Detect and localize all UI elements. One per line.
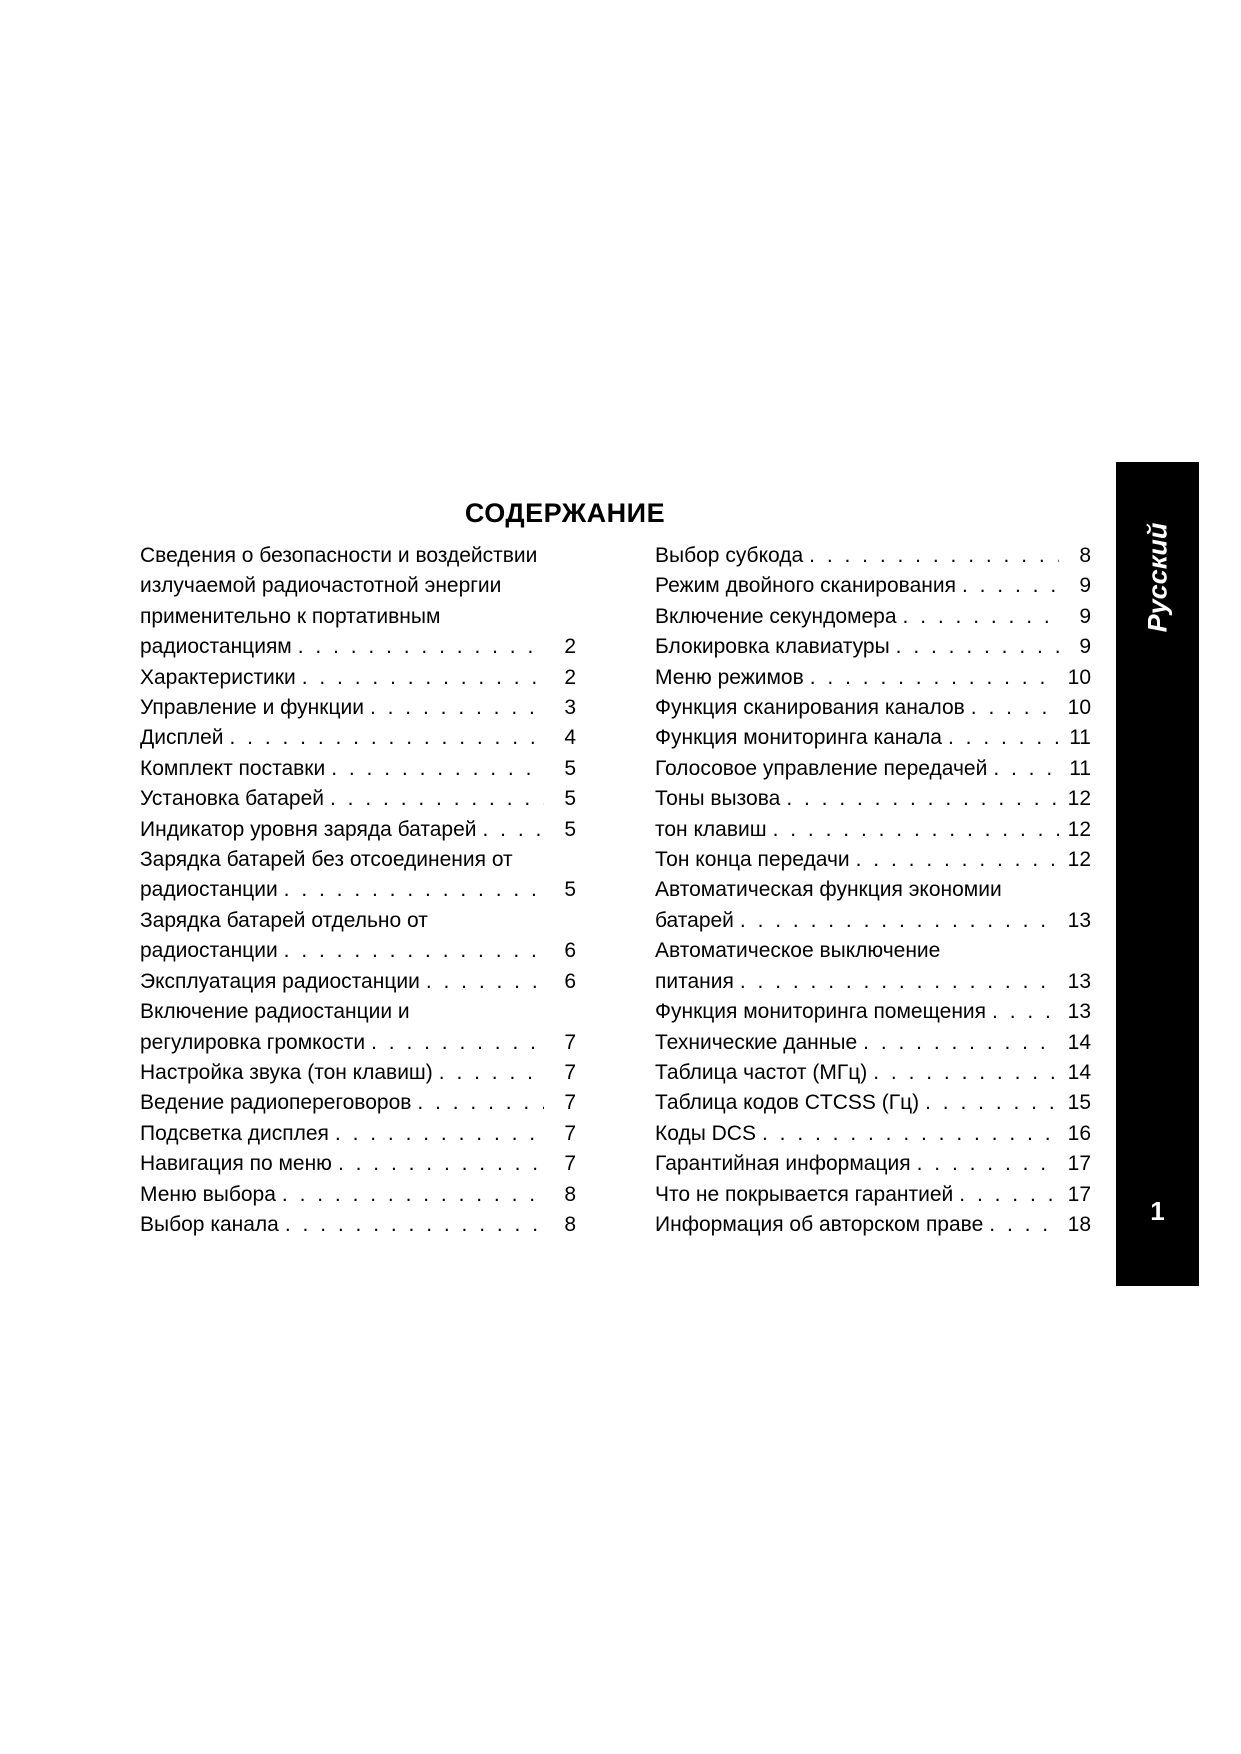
toc-entry-text: применительно к портативным [140, 604, 441, 628]
dot-leader [863, 1028, 1059, 1058]
dot-leader [439, 1058, 544, 1088]
toc-page-number: 13 [1067, 1000, 1091, 1024]
toc-entry-text: Что не покрывается гарантией [655, 1182, 954, 1206]
toc-page-number: 5 [564, 787, 576, 811]
toc-entry [655, 723, 1091, 753]
toc-entry-text: Включение секундомера [655, 604, 897, 628]
toc-page-number: 7 [564, 1030, 576, 1054]
toc-page-number: 3 [564, 696, 576, 720]
dot-leader [298, 632, 544, 662]
toc-entry-text: Функция мониторинга канала [655, 726, 942, 750]
toc-page-number: 2 [564, 635, 576, 659]
toc-entry [140, 967, 576, 997]
dot-leader [786, 784, 1059, 814]
toc-page-number: 5 [564, 817, 576, 841]
toc-entry-text: Характеристики [140, 665, 296, 689]
dot-leader [903, 602, 1059, 632]
toc-page-number: 13 [1067, 969, 1091, 993]
toc-entry-text: Настройка звука (тон клавиш) [140, 1060, 433, 1084]
toc-entry-text: Таблица кодов CTCSS (Гц) [655, 1091, 920, 1115]
dot-leader [773, 815, 1059, 845]
toc-entry-text: тон клавиш [655, 817, 767, 841]
toc-entry-text: Блокировка клавиатуры [655, 635, 890, 659]
dot-leader [856, 845, 1059, 875]
dot-leader [925, 1088, 1059, 1118]
toc-page-number: 10 [1067, 696, 1091, 720]
toc-entry [655, 693, 1091, 723]
dot-leader [285, 1210, 544, 1240]
dot-leader [989, 1210, 1059, 1240]
toc-entry [655, 875, 1091, 936]
dot-leader [284, 875, 544, 905]
toc-entry-text: батарей [655, 908, 734, 932]
toc-page-number: 12 [1067, 817, 1091, 841]
toc-entry [655, 1149, 1091, 1179]
toc-page-number: 14 [1067, 1030, 1091, 1054]
toc-entry-text: радиостанции [140, 878, 278, 902]
toc-page-number: 17 [1067, 1182, 1091, 1206]
toc-entry-text: Включение радиостанции и [140, 1000, 410, 1024]
dot-leader [992, 997, 1059, 1027]
page-title: СОДЕРЖАНИЕ [464, 498, 666, 528]
toc-page-number: 12 [1067, 848, 1091, 872]
toc-entry [655, 1088, 1091, 1118]
toc-entry [140, 997, 576, 1058]
dot-leader [417, 1088, 544, 1118]
toc-entry-text: Коды DCS [655, 1121, 756, 1145]
toc-entry [655, 784, 1091, 814]
dot-leader [282, 1180, 544, 1210]
dot-leader [917, 1149, 1059, 1179]
dot-leader [896, 632, 1059, 662]
toc-entry-text: Навигация по меню [140, 1152, 332, 1176]
toc-entry [655, 1028, 1091, 1058]
toc-entry-text: Дисплей [140, 726, 224, 750]
toc-entry [140, 1119, 576, 1149]
toc-page-number: 9 [1079, 574, 1091, 598]
toc-entry-text: Тоны вызова [655, 787, 781, 811]
toc-entry-text: Эксплуатация радиостанции [140, 969, 420, 993]
dot-leader [335, 1119, 544, 1149]
toc-entry [655, 541, 1091, 571]
toc-entry [655, 845, 1091, 875]
toc-entry [140, 1180, 576, 1210]
toc-entry [655, 1119, 1091, 1149]
dot-leader [740, 906, 1059, 936]
toc-entry-text: Комплект поставки [140, 756, 326, 780]
toc-entry-text: Информация об авторском праве [655, 1212, 984, 1236]
toc-entry-text: Таблица частот (МГц) [655, 1060, 868, 1084]
toc-page-number: 11 [1069, 726, 1091, 750]
toc-page-number: 8 [564, 1212, 576, 1236]
toc-entry-text: питания [655, 969, 734, 993]
toc-page-number: 8 [1079, 544, 1091, 567]
toc-page-number: 7 [564, 1152, 576, 1176]
toc-entry [140, 1088, 576, 1118]
toc-entry [140, 693, 576, 723]
language-tab-label [1116, 487, 1199, 667]
toc-entry-text: радиостанциям [140, 635, 292, 659]
toc-entry-text: Тон конца передачи [655, 848, 850, 872]
toc-entry [655, 571, 1091, 601]
dot-leader [740, 967, 1059, 997]
toc-entry-text: Ведение радиопереговоров [140, 1091, 412, 1115]
toc-entry [655, 997, 1091, 1027]
toc-entry [655, 1210, 1091, 1240]
toc-entry-text: Автоматическое выключение [655, 939, 941, 963]
toc-entry-text: Управление и функции [140, 696, 364, 720]
toc-entry-text: Голосовое управление передачей [655, 756, 988, 780]
dot-leader [959, 1180, 1059, 1210]
dot-leader [338, 1149, 544, 1179]
toc-entry-text: Выбор субкода [655, 544, 804, 567]
dot-leader [483, 815, 544, 845]
toc-entry-text: излучаемой радиочастотной энергии [140, 574, 502, 598]
toc-column-left [140, 541, 576, 1240]
dot-leader [971, 693, 1059, 723]
toc-page-number: 9 [1079, 635, 1091, 659]
toc-entry [140, 906, 576, 967]
dot-leader [762, 1119, 1059, 1149]
dot-leader [948, 723, 1059, 753]
toc-entry [140, 815, 576, 845]
toc-entry-text: Выбор канала [140, 1212, 279, 1236]
toc-entry-text: Функция мониторинга помещения [655, 1000, 987, 1024]
toc-page-number: 12 [1067, 787, 1091, 811]
toc-entry [655, 815, 1091, 845]
toc-entry-text: Сведения о безопасности и воздействии [140, 544, 538, 567]
toc-entry-text: радиостанции [140, 939, 278, 963]
toc-entry-text: Индикатор уровня заряда батарей [140, 817, 477, 841]
dot-leader [230, 723, 545, 753]
toc-entry-text: Меню выбора [140, 1182, 276, 1206]
toc-entry-text: Установка батарей [140, 787, 325, 811]
toc-page-number: 7 [564, 1060, 576, 1084]
toc-entry [140, 754, 576, 784]
toc-entry [655, 663, 1091, 693]
toc-entry-text: Автоматическая функция экономии [655, 878, 1002, 902]
toc-page-number: 14 [1067, 1060, 1091, 1084]
toc-page-number: 4 [564, 726, 576, 750]
toc-page-number: 11 [1069, 756, 1091, 780]
toc-entry [140, 784, 576, 814]
dot-leader [962, 571, 1059, 601]
toc-entry-text: Режим двойного сканирования [655, 574, 956, 598]
toc-entry [655, 754, 1091, 784]
toc-entry-text: Зарядка батарей отдельно от [140, 908, 428, 932]
toc-entry [140, 663, 576, 693]
toc-entry [655, 936, 1091, 997]
dot-leader [370, 693, 544, 723]
toc-page-number: 9 [1079, 604, 1091, 628]
dot-leader [426, 967, 544, 997]
toc-entry [140, 541, 576, 663]
dot-leader [993, 754, 1059, 784]
toc-column-right [655, 541, 1091, 1240]
toc-entry [140, 1210, 576, 1240]
dot-leader [371, 1028, 544, 1058]
toc-page-number: 2 [564, 665, 576, 689]
toc-entry-text: регулировка громкости [140, 1030, 366, 1054]
toc-entry-text: Гарантийная информация [655, 1152, 911, 1176]
language-label: Русский [1142, 522, 1173, 632]
toc-page-number: 16 [1067, 1121, 1091, 1145]
toc-page-number: 10 [1067, 665, 1091, 689]
toc-entry-text: Подсветка дисплея [140, 1121, 329, 1145]
dot-leader [330, 784, 544, 814]
toc-entry-text: Функция сканирования каналов [655, 696, 965, 720]
page-number: 1 [1150, 1196, 1165, 1226]
dot-leader [302, 663, 544, 693]
toc-page-number: 7 [564, 1091, 576, 1115]
toc-page-number: 6 [564, 939, 576, 963]
toc-page-number: 5 [564, 756, 576, 780]
toc-entry [655, 632, 1091, 662]
toc-entry-text: Меню режимов [655, 665, 804, 689]
toc-page-number: 18 [1067, 1212, 1091, 1236]
toc-page-number: 15 [1067, 1091, 1091, 1115]
toc-page-number: 6 [564, 969, 576, 993]
toc-entry [140, 845, 576, 906]
dot-leader [284, 936, 544, 966]
toc-entry-text: Зарядка батарей без отсоединения от [140, 848, 513, 872]
toc-entry [655, 1058, 1091, 1088]
toc-page-number: 13 [1067, 908, 1091, 932]
toc-page-number: 7 [564, 1121, 576, 1145]
dot-leader [873, 1058, 1059, 1088]
toc-entry-text: Технические данные [655, 1030, 858, 1054]
toc-entry [140, 1058, 576, 1088]
toc-page-number: 5 [564, 878, 576, 902]
toc-entry [655, 1180, 1091, 1210]
dot-leader [331, 754, 544, 784]
toc-page-number: 8 [564, 1182, 576, 1206]
toc-entry [140, 1149, 576, 1179]
toc-entry [140, 723, 576, 753]
toc-page-number: 17 [1067, 1152, 1091, 1176]
dot-leader [809, 541, 1059, 571]
toc-entry [655, 602, 1091, 632]
dot-leader [810, 663, 1059, 693]
